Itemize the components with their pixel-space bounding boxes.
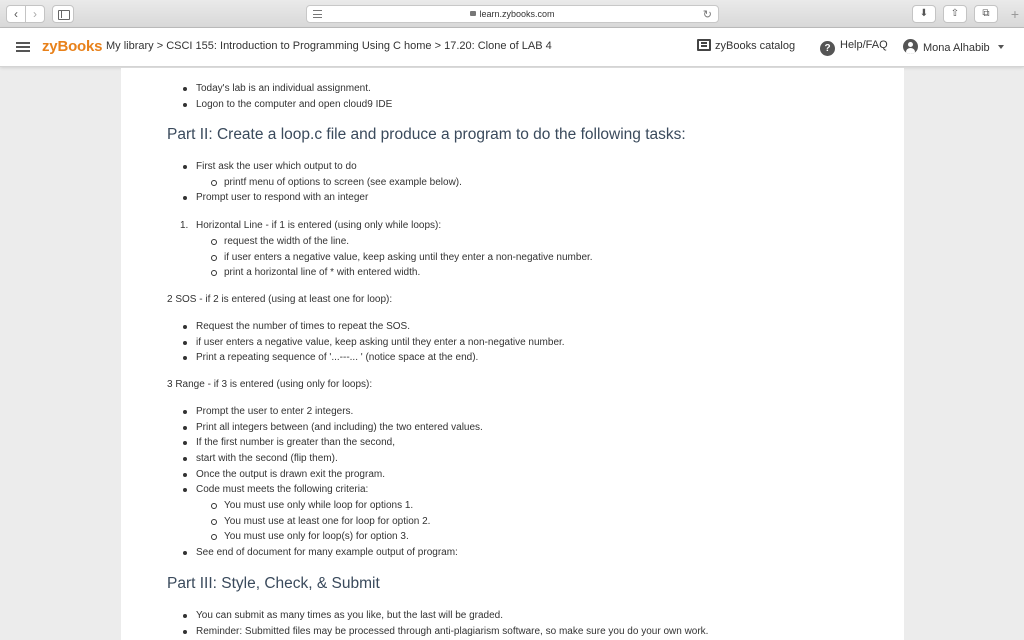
list-item: Request the number of times to repeat the SOS.	[167, 319, 887, 335]
chevron-down-icon	[998, 45, 1004, 49]
list-item: Logon to the computer and open cloud9 IDE	[167, 97, 887, 113]
list-item: See end of document for many example output of program:	[167, 545, 887, 561]
lock-icon	[470, 11, 476, 16]
zybooks-catalog-link[interactable]	[697, 39, 795, 52]
sidebar-toggle-icon[interactable]	[52, 5, 74, 23]
part3-heading: Part III: Style, Check, & Submit	[167, 575, 380, 592]
sub-list-item: You must use at least one for loop for option 2.	[167, 514, 887, 530]
reload-icon[interactable]: ↻	[702, 9, 712, 21]
site-header	[0, 28, 1024, 67]
download-icon[interactable]: ⬇	[912, 5, 936, 23]
sub-list-item: You must use only for loop(s) for option 3.	[167, 529, 887, 545]
sub-list-item: You must use only while loop for options 1.	[167, 498, 887, 514]
sub-list-item: print a horizontal line of * with entered width.	[167, 265, 887, 281]
list-item: Code must meets the following criteria:	[167, 482, 887, 498]
list-item: You can submit as many times as you like, but the last will be graded.	[167, 608, 887, 624]
catalog-label: zyBooks catalog	[715, 40, 796, 52]
list-item: Today's lab is an individual assignment.	[167, 81, 887, 97]
reader-view-icon[interactable]	[313, 10, 322, 18]
option2-title: 2 SOS - if 2 is entered (using at least one for loop):	[167, 294, 393, 305]
user-menu[interactable]	[903, 39, 1004, 54]
option1-number: 1.	[180, 220, 189, 231]
book-icon	[697, 39, 711, 51]
part2-heading: Part II: Create a loop.c file and produce a program to do the following tasks:	[167, 126, 686, 143]
list-item: Print all integers between (and including) the two entered values.	[167, 420, 887, 436]
new-tab-icon[interactable]: +	[1010, 6, 1020, 22]
breadcrumb[interactable]: My library > CSCI 155: Introduction to Programming Using C home > 17.20: Clone of LAB 4	[106, 40, 552, 52]
help-label: Help/FAQ	[840, 39, 888, 51]
help-faq-link[interactable]	[820, 39, 888, 56]
list-item: Prompt user to respond with an integer	[167, 190, 887, 206]
address-bar[interactable]	[306, 5, 719, 23]
menu-icon[interactable]	[16, 42, 30, 52]
list-item: start with the second (flip them).	[167, 451, 887, 467]
help-icon: ?	[820, 41, 835, 56]
sub-list-item: printf menu of options to screen (see example below).	[167, 175, 887, 191]
option1-title	[167, 218, 887, 234]
sub-list-item: if user enters a negative value, keep asking until they enter a non-negative number.	[167, 250, 887, 266]
browser-toolbar	[0, 0, 1024, 28]
list-item: Print a repeating sequence of '...---... ' (notice space at the end).	[167, 350, 887, 366]
list-item: Reminder: Submitted files may be processed through anti-plagiarism software, so make sure you do your own work.	[167, 624, 887, 640]
user-name: Mona Alhabib	[923, 42, 990, 54]
content-panel	[121, 68, 904, 640]
list-item: if user enters a negative value, keep asking until they enter a non-negative number.	[167, 335, 887, 351]
zybooks-logo[interactable]: zyBooks	[42, 38, 103, 55]
tabs-overview-icon[interactable]: ⧉	[974, 5, 998, 23]
option1-title-text: Horizontal Line - if 1 is entered (using only while loops):	[196, 220, 442, 231]
forward-button[interactable]: ›	[25, 5, 45, 23]
list-item: First ask the user which output to do	[167, 159, 887, 175]
sub-list-item: request the width of the line.	[167, 234, 887, 250]
list-item: Once the output is drawn exit the program.	[167, 467, 887, 483]
back-button[interactable]: ‹	[6, 5, 26, 23]
list-item: If the first number is greater than the second,	[167, 435, 887, 451]
option3-title: 3 Range - if 3 is entered (using only for loops):	[167, 379, 373, 390]
url-text: learn.zybooks.com	[479, 9, 555, 19]
user-avatar-icon	[903, 39, 918, 54]
list-item: Prompt the user to enter 2 integers.	[167, 404, 887, 420]
share-icon[interactable]: ⇧	[943, 5, 967, 23]
